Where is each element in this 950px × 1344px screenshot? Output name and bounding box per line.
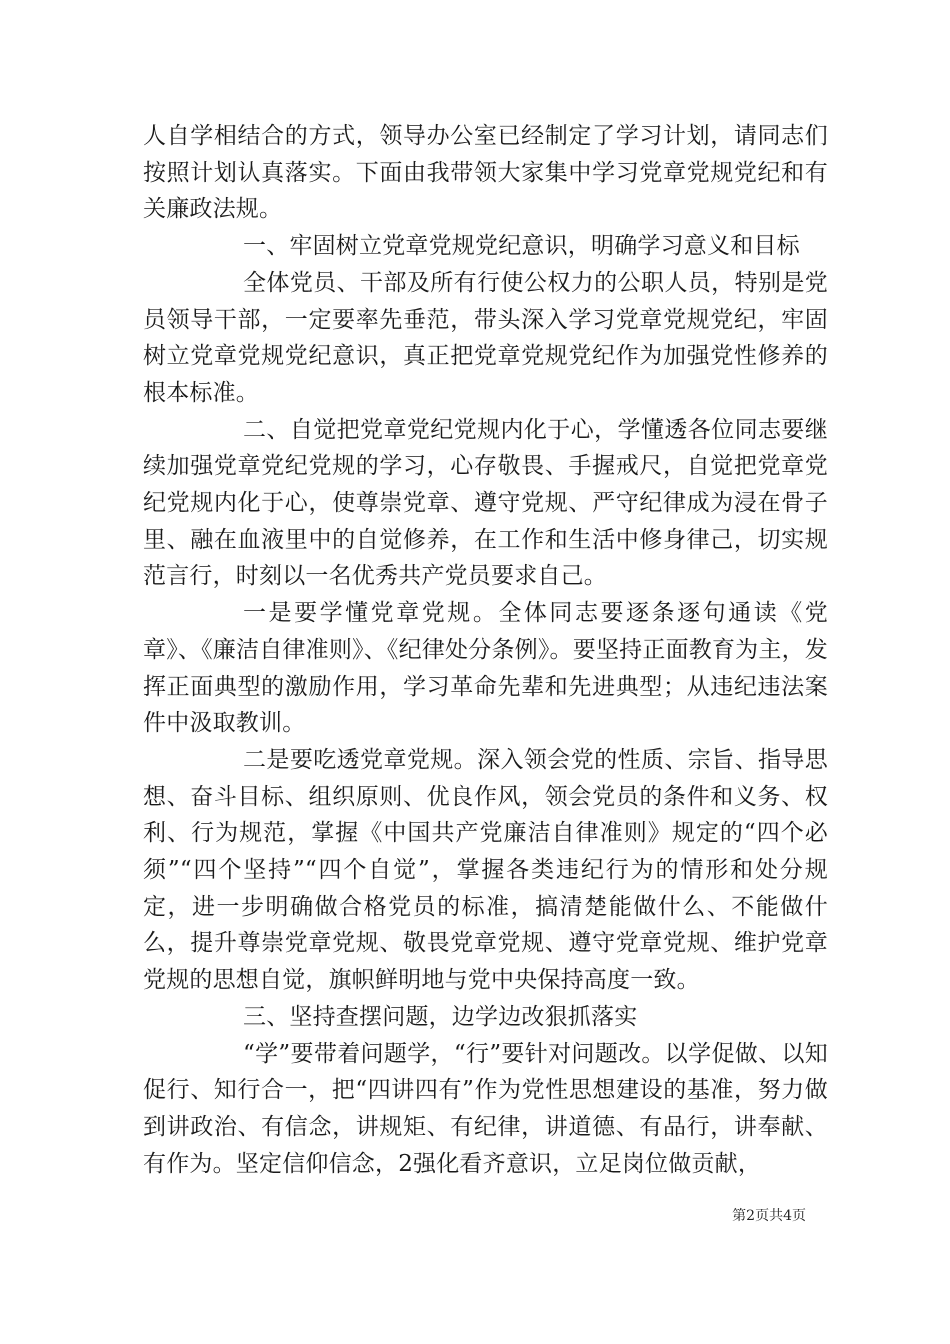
paragraph-5: 二是要吃透党章党规。深入领会党的性质、宗旨、指导思想、奋斗目标、组织原则、优良作风，领会党员的条件和义务、权利、行为规范，掌握《中国共产党廉洁自律准则》规定的“四个必须”“四个坚持”“四个自觉”，掌握各类违纪行为的情形和处分规定，进一步明确做合格党员的标准，搞清楚能做什么、不能做什么，提升尊崇党章党规、敬畏党章党规、遵守党章党规、维护党章党规的思想自觉，旗帜鲜明地与党中央保持高度一致。 bbox=[143, 746, 828, 994]
section-heading-1: 一、牢固树立党章党规党纪意识，明确学习意义和目标 bbox=[243, 233, 800, 260]
body-text bbox=[143, 118, 828, 1182]
paragraph-4: 一是要学懂党章党规。全体同志要逐条逐句通读《党章》、《廉洁自律准则》、《纪律处分条例》。要坚持正面教育为主，发挥正面典型的激励作用，学习革命先辈和先进典型；从违纪违法案件中汲取教训。 bbox=[143, 600, 828, 737]
section-heading-3: 三、坚持查摆问题，边学边改狠抓落实 bbox=[243, 1003, 638, 1030]
paragraph-2: 全体党员、干部及所有行使公权力的公职人员，特别是党员领导干部，一定要率先垂范，带头深入学习党章党规党纪，牢固树立党章党规党纪意识，真正把党章党规党纪作为加强党性修养的根本标准。 bbox=[143, 269, 828, 406]
page-footer bbox=[0, 1205, 806, 1225]
page-number: 第2页共4页 bbox=[732, 1208, 806, 1224]
paragraph-1: 人自学相结合的方式，领导办公室已经制定了学习计划，请同志们按照计划认真落实。下面由我带领大家集中学习党章党规党纪和有关廉政法规。 bbox=[143, 123, 828, 223]
paragraph-3: 二、自觉把党章党纪党规内化于心，学懂透各位同志要继续加强党章党纪党规的学习，心存敬畏、手握戒尺，自觉把党章党纪党规内化于心，使尊崇党章、遵守党规、严守纪律成为浸在骨子里、融在血液里中的自觉修养，在工作和生活中修身律己，切实规范言行，时刻以一名优秀共产党员要求自己。 bbox=[143, 416, 828, 590]
paragraph-6: “学”要带着问题学，“行”要针对问题改。以学促做、以知促行、知行合一，把“四讲四有”作为党性思想建设的基准，努力做到讲政治、有信念，讲规矩、有纪律，讲道德、有品行，讲奉献、有作为。坚定信仰信念，2强化看齐意识，立足岗位做贡献， bbox=[143, 1040, 828, 1177]
